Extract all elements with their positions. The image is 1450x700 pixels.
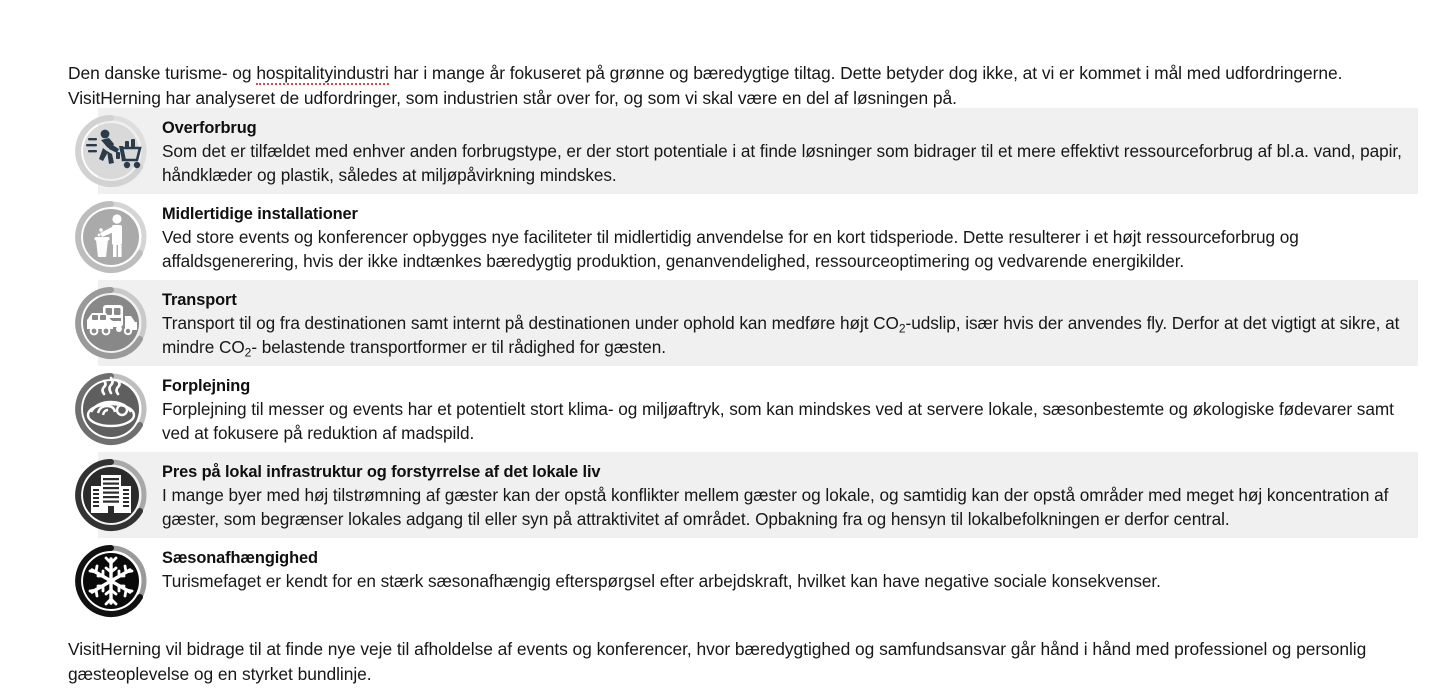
challenge-list xyxy=(68,108,1418,624)
list-item xyxy=(68,108,1418,194)
list-item xyxy=(68,452,1418,538)
co2-subscript-1: 2 xyxy=(898,321,906,336)
row-text xyxy=(162,108,1418,187)
traffic-car-bus-icon xyxy=(68,280,154,366)
snowflake-icon xyxy=(68,538,154,624)
co2-subscript-2: 2 xyxy=(244,345,252,360)
row-body: Ved store events og konferencer opbygges nye faciliteter til midlertidig anvendelse for en kort tidsperiode. Dette resulterer i et højt ressourceforbrug og affaldsgenerering, hvis der ikke indtænkes bæredygtig produktion, genanvendelighed, ressourceoptimering og vedvarende energikilder. xyxy=(162,227,1299,271)
row-body: Som det er tilfældet med enhver anden forbrugstype, er der stort potentiale i at finde løsninger som bidrager til et mere effektivt ressourceforbrug af bl.a. vand, papir, håndklæder og plastik, således at miljøpåvirkning mindskes. xyxy=(162,141,1402,185)
list-item xyxy=(68,538,1418,624)
row-body-part-3: - belastende transportformer er til rådighed for gæsten. xyxy=(251,337,666,357)
row-title: Pres på lokal infrastruktur og forstyrrelse af det lokale liv xyxy=(162,463,601,481)
list-item xyxy=(68,366,1418,452)
row-text xyxy=(162,366,1418,445)
outro-paragraph: VisitHerning vil bidrage til at finde nye veje til afholdelse af events og konferencer, hvor bæredygtighed og samfundsansvar går hånd i hånd med professionel og personlig gæsteoplevelse og en styrket bundlinje. xyxy=(68,639,1367,685)
row-text xyxy=(162,538,1418,593)
person-throwing-waste-in-bin-icon xyxy=(68,194,154,280)
row-text xyxy=(162,194,1418,273)
intro-paragraph xyxy=(68,61,1400,111)
row-text xyxy=(162,452,1418,531)
row-title: Forplejning xyxy=(162,377,251,395)
spellcheck-underlined-word: hospitalityindustri xyxy=(256,63,389,84)
row-body: I mange byer med høj tilstrømning af gæster kan der opstå konflikter mellem gæster og lokale, og samtidig kan der opstå områder med meget høj koncentration af gæster, som begrænser lokales adgang til eller syn på attraktivitet af området. Opbakning fra og hensyn til lokalbefolkningen er derfor central. xyxy=(162,485,1389,529)
list-item xyxy=(68,194,1418,280)
row-title: Sæsonafhængighed xyxy=(162,549,318,567)
row-title: Transport xyxy=(162,291,237,309)
list-item xyxy=(68,280,1418,366)
intro-text-after: har i mange år fokuseret på grønne og bæredygtige tiltag. Dette betyder dog ikke, at vi er kommet i mål med udfordringerne. VisitHerning har analyseret de udfordringer, som industrien står over for, og som vi skal være en del af løsningen på. xyxy=(68,63,1343,109)
row-title: Midlertidige installationer xyxy=(162,205,358,223)
row-body xyxy=(162,311,1402,359)
row-body: Forplejning til messer og events har et potentielt stort klima- og miljøaftryk, som kan mindskes ved at servere lokale, sæsonbestemte og økologiske fødevarer samt ved at fokusere på reduktion af madspild. xyxy=(162,399,1394,443)
row-body-part-1: Transport til og fra destinationen samt internt på destinationen under ophold kan medføre højt CO xyxy=(162,313,899,333)
row-body-part-2: -udslip, især hvis der anvendes fly. Derfor at det vigtigt at sikre, at mindre CO xyxy=(162,313,1400,357)
row-text xyxy=(162,280,1418,359)
row-body: Turismefaget er kendt for en stærk sæsonafhængig efterspørgsel efter arbejdskraft, hvilket kan have negative sociale konsekvenser. xyxy=(162,571,1161,591)
steaming-food-plate-icon xyxy=(68,366,154,452)
person-pushing-shopping-cart-icon xyxy=(68,108,154,194)
intro-text-before: Den danske turisme- og xyxy=(68,63,257,84)
row-title: Overforbrug xyxy=(162,119,257,137)
city-buildings-icon xyxy=(68,452,154,538)
